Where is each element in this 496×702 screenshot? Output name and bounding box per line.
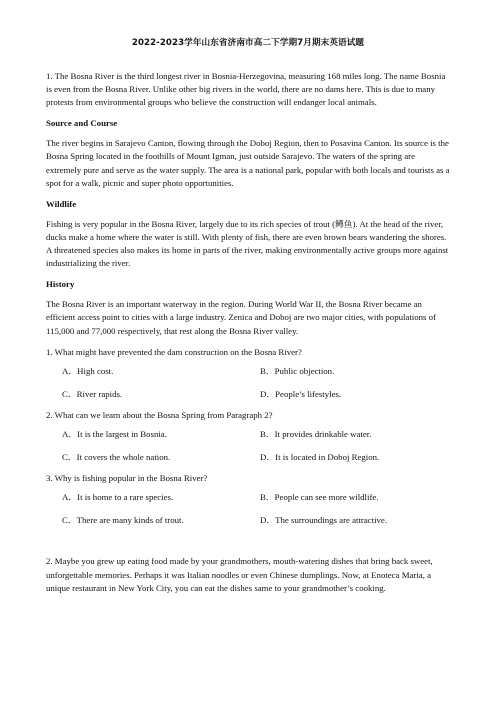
option-d: D．People’s lifestyles. <box>260 388 342 399</box>
option-c: C．There are many kinds of trout. <box>62 515 184 526</box>
document-body <box>46 70 450 603</box>
section-text-source: The river begins in Sarajevo Canton, flowing through the Doboj Region, then to Posavina Canton. Its source is the Bosna Spring located in the foothills of Mount Igman, just outside Sarajevo. The waters of the spring are extremely pure and serve as the water supply. The area is a national park, popular with both locals and tourists as a spot for a walk, picnic and super photo opportunities. <box>46 138 450 188</box>
option-a: A．High cost. <box>62 365 114 376</box>
option-c: C．It covers the whole nation. <box>62 452 171 463</box>
passage1-intro: 1. The Bosna River is the third longest river in Bosnia-Herzegovina, measuring 168 miles long. The name Bosnia is even from the Bosna River. Unlike other big rivers in the world, there are no dams here. This is due to many protests from environmental groups who believe the construction will endanger local animals. <box>46 71 446 108</box>
question-3: 3. Why is fishing popular in the Bosna River? <box>46 473 208 484</box>
option-d: D．It is located in Doboj Region. <box>260 452 380 463</box>
question-2-options <box>46 428 450 464</box>
option-b: B．People can see more wildlife. <box>260 492 379 503</box>
section-heading-history: History <box>46 279 75 290</box>
document-title: 2022-2023学年山东省济南市高二下学期7月期末英语试题 <box>131 38 365 48</box>
section-text-history: The Bosna River is an important waterway in the region. During World War II, the Bosna River became an efficient access point to cities with a large industry. Zenica and Doboj are two major cities, with populations of 115,000 and 77,000 respectively, that rest along the Bosna River valley. <box>46 299 436 336</box>
option-c: C．River rapids. <box>62 388 123 399</box>
option-a: A．It is home to a rare species. <box>62 492 174 503</box>
passage-spacer <box>46 535 450 555</box>
question-3-options <box>46 491 450 527</box>
option-d: D．The surroundings are attractive. <box>260 515 388 526</box>
section-heading-wildlife: Wildlife <box>46 198 77 209</box>
question-1-options <box>46 365 450 401</box>
option-a: A．It is the largest in Bosnia. <box>62 428 167 439</box>
passage2-intro: 2. Maybe you grew up eating food made by your grandmothers, mouth-watering dishes that bring back sweet, unforgettable memories. Perhaps it was Italian noodles or even Chinese dumplings. Now, at Enoteca Maria, a unique restaurant in New York City, you can eat the dishes same to your grandmother’s cooking. <box>46 556 433 593</box>
option-b: B．It provides drinkable water. <box>260 428 372 439</box>
section-heading-source: Source and Course <box>46 118 118 129</box>
question-1: 1. What might have prevented the dam construction on the Bosna River? <box>46 346 302 357</box>
question-2: 2. What can we learn about the Bosna Spring from Paragraph 2? <box>46 409 273 420</box>
section-text-wildlife: Fishing is very popular in the Bosna River, largely due to its rich species of trout (鳟鱼). At the head of the river, ducks make a home where the water is still. With plenty of fish, there are even brown bears wandering the shores. A threatened species also makes its home in parts of the river, making environmentally active groups more against industrializing the river. <box>46 218 449 269</box>
option-b: B．Public objection. <box>260 365 335 376</box>
